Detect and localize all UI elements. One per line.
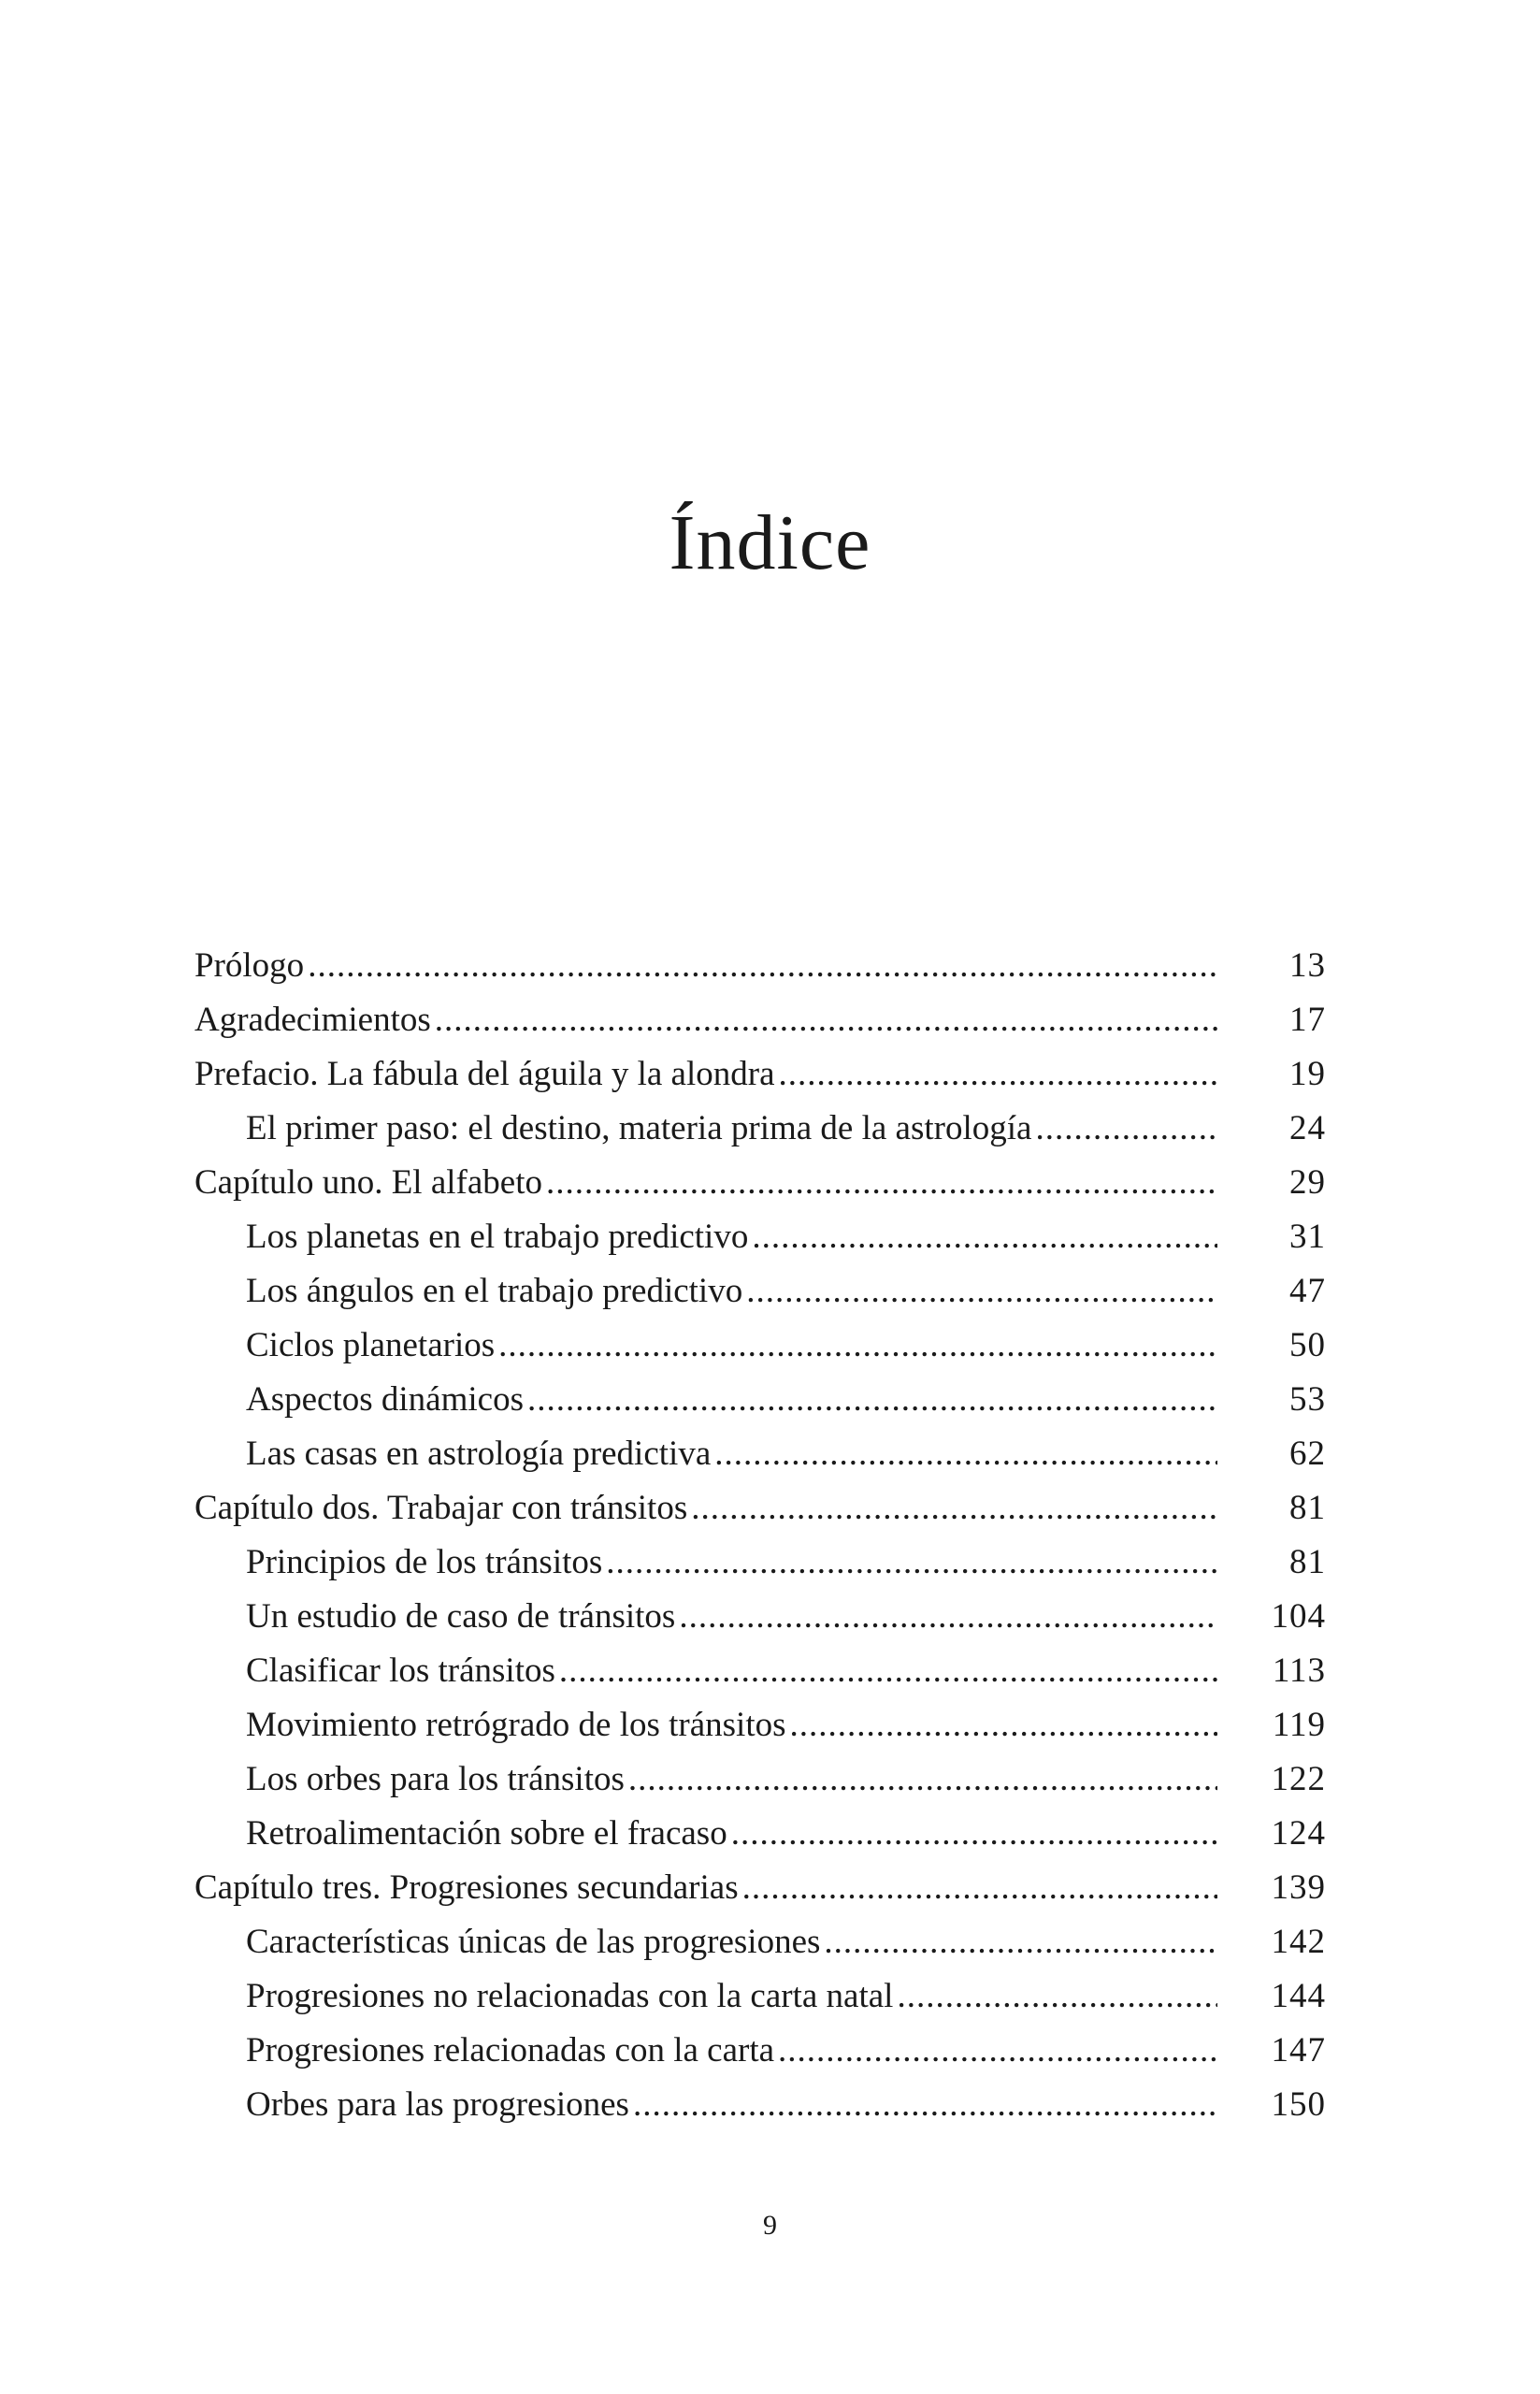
toc-entry-label: Clasificar los tránsitos — [246, 1651, 555, 1690]
toc-entry-line — [246, 1590, 1217, 1644]
toc-entry — [194, 939, 1326, 993]
toc-entry-page: 104 — [1271, 1597, 1326, 1636]
toc-entry-label: Progresiones relacionadas con la carta — [246, 2031, 775, 2070]
toc-entry — [194, 1319, 1326, 1373]
toc-entry-page: 13 — [1289, 946, 1326, 985]
toc-entry-page: 119 — [1272, 1706, 1326, 1744]
toc-entry-label: Prefacio. La fábula del águila y la alondra — [194, 1055, 775, 1093]
toc-entry-line — [246, 1698, 1217, 1752]
toc-entry-label: Principios de los tránsitos — [246, 1543, 603, 1581]
dot-leader — [546, 1156, 1217, 1210]
toc-entry-label: Progresiones no relacionadas con la carta natal — [246, 1977, 894, 2015]
toc-entry-line — [194, 1481, 1217, 1536]
toc-entry-line — [246, 1319, 1217, 1373]
dot-leader — [824, 1915, 1217, 1969]
toc-entry-line — [246, 1915, 1217, 1969]
toc-entry-line — [194, 993, 1217, 1047]
toc-entry-label: Los orbes para los tránsitos — [246, 1760, 625, 1798]
toc-entry-line — [246, 1969, 1217, 2024]
toc-entry — [194, 2024, 1326, 2078]
toc-entry — [194, 1373, 1326, 1427]
toc-entry-line — [246, 1102, 1217, 1156]
dot-leader — [731, 1807, 1217, 1861]
dot-leader — [606, 1536, 1217, 1590]
toc-entry-line — [246, 1210, 1217, 1264]
toc-entry-page: 113 — [1272, 1651, 1326, 1690]
dot-leader — [742, 1861, 1217, 1915]
toc-entry-line — [194, 1047, 1217, 1102]
toc-entry — [194, 1915, 1326, 1969]
toc-entry-page: 142 — [1271, 1923, 1326, 1961]
toc-entry-page: 124 — [1271, 1814, 1326, 1853]
toc-entry-line — [246, 2078, 1217, 2132]
toc-entry-line — [246, 1807, 1217, 1861]
toc-entry-page: 19 — [1289, 1055, 1326, 1093]
toc-entry-line — [246, 1644, 1217, 1698]
toc-entry-page: 139 — [1271, 1868, 1326, 1907]
dot-leader — [628, 1752, 1217, 1807]
toc-entry — [194, 2078, 1326, 2132]
toc-entry-line — [246, 2024, 1217, 2078]
dot-leader — [752, 1210, 1217, 1264]
toc-entry-page: 150 — [1271, 2085, 1326, 2124]
toc-entry-line — [246, 1752, 1217, 1807]
toc-entry-page: 31 — [1289, 1218, 1326, 1256]
toc-entry-label: Capítulo dos. Trabajar con tránsitos — [194, 1489, 688, 1527]
toc-entry-line — [194, 1861, 1217, 1915]
toc-entry — [194, 1210, 1326, 1264]
toc-entry-page: 24 — [1289, 1109, 1326, 1147]
toc-entry-label: Movimiento retrógrado de los tránsitos — [246, 1706, 786, 1744]
toc-entry — [194, 1590, 1326, 1644]
toc-entry-page: 81 — [1289, 1489, 1326, 1527]
toc-entry-page: 47 — [1289, 1272, 1326, 1310]
dot-leader — [746, 1264, 1217, 1319]
toc-entry-page: 17 — [1289, 1001, 1326, 1039]
toc-entry — [194, 1752, 1326, 1807]
dot-leader — [691, 1481, 1217, 1536]
dot-leader — [679, 1590, 1217, 1644]
toc-entry-label: Retroalimentación sobre el fracaso — [246, 1814, 727, 1853]
toc-entry-line — [194, 1156, 1217, 1210]
toc-entry-page: 144 — [1271, 1977, 1326, 2015]
dot-leader — [498, 1319, 1217, 1373]
dot-leader — [527, 1373, 1217, 1427]
toc-entry-page: 29 — [1289, 1163, 1326, 1202]
toc-entry — [194, 1427, 1326, 1481]
dot-leader — [435, 993, 1217, 1047]
dot-leader — [779, 1047, 1218, 1102]
dot-leader — [897, 1969, 1217, 2024]
dot-leader — [559, 1644, 1217, 1698]
dot-leader — [1035, 1102, 1217, 1156]
toc-entry-line — [246, 1536, 1217, 1590]
toc-entry-label: Capítulo uno. El alfabeto — [194, 1163, 542, 1202]
toc-entry-line — [246, 1373, 1217, 1427]
toc-entry-page: 53 — [1289, 1380, 1326, 1419]
toc-entry — [194, 1969, 1326, 2024]
toc-entry-label: El primer paso: el destino, materia prima de la astrología — [246, 1109, 1032, 1147]
toc-entry-label: Capítulo tres. Progresiones secundarias — [194, 1868, 739, 1907]
toc-entry-label: Las casas en astrología predictiva — [246, 1435, 712, 1473]
toc-entry-label: Los planetas en el trabajo predictivo — [246, 1218, 749, 1256]
dot-leader — [308, 939, 1217, 993]
toc-entry — [194, 1698, 1326, 1752]
dot-leader — [778, 2024, 1217, 2078]
toc-entry-label: Ciclos planetarios — [246, 1326, 496, 1364]
table-of-contents — [194, 939, 1326, 2132]
toc-entry — [194, 1264, 1326, 1319]
toc-entry — [194, 1807, 1326, 1861]
toc-entry-label: Los ángulos en el trabajo predictivo — [246, 1272, 743, 1310]
toc-entry — [194, 1644, 1326, 1698]
toc-entry — [194, 1536, 1326, 1590]
toc-entry — [194, 1481, 1326, 1536]
toc-entry-page: 81 — [1289, 1543, 1326, 1581]
dot-leader — [790, 1698, 1217, 1752]
toc-entry-page: 62 — [1289, 1435, 1326, 1473]
toc-entry-label: Un estudio de caso de tránsitos — [246, 1597, 676, 1636]
toc-entry — [194, 993, 1326, 1047]
toc-entry — [194, 1047, 1326, 1102]
page-title: Índice — [669, 499, 871, 587]
toc-entry-label: Orbes para las progresiones — [246, 2085, 629, 2124]
toc-entry-line — [246, 1427, 1217, 1481]
toc-entry — [194, 1156, 1326, 1210]
toc-entry — [194, 1102, 1326, 1156]
toc-entry-line — [246, 1264, 1217, 1319]
dot-leader — [633, 2078, 1217, 2132]
toc-entry-label: Agradecimientos — [194, 1001, 431, 1039]
toc-entry-label: Prólogo — [194, 946, 305, 985]
dot-leader — [714, 1427, 1217, 1481]
toc-entry-page: 147 — [1271, 2031, 1326, 2070]
page-number: 9 — [763, 2210, 777, 2241]
toc-entry-label: Características únicas de las progresiones — [246, 1923, 821, 1961]
toc-entry-label: Aspectos dinámicos — [246, 1380, 524, 1419]
toc-entry-page: 50 — [1289, 1326, 1326, 1364]
toc-entry — [194, 1861, 1326, 1915]
toc-entry-page: 122 — [1271, 1760, 1326, 1798]
toc-entry-line — [194, 939, 1217, 993]
